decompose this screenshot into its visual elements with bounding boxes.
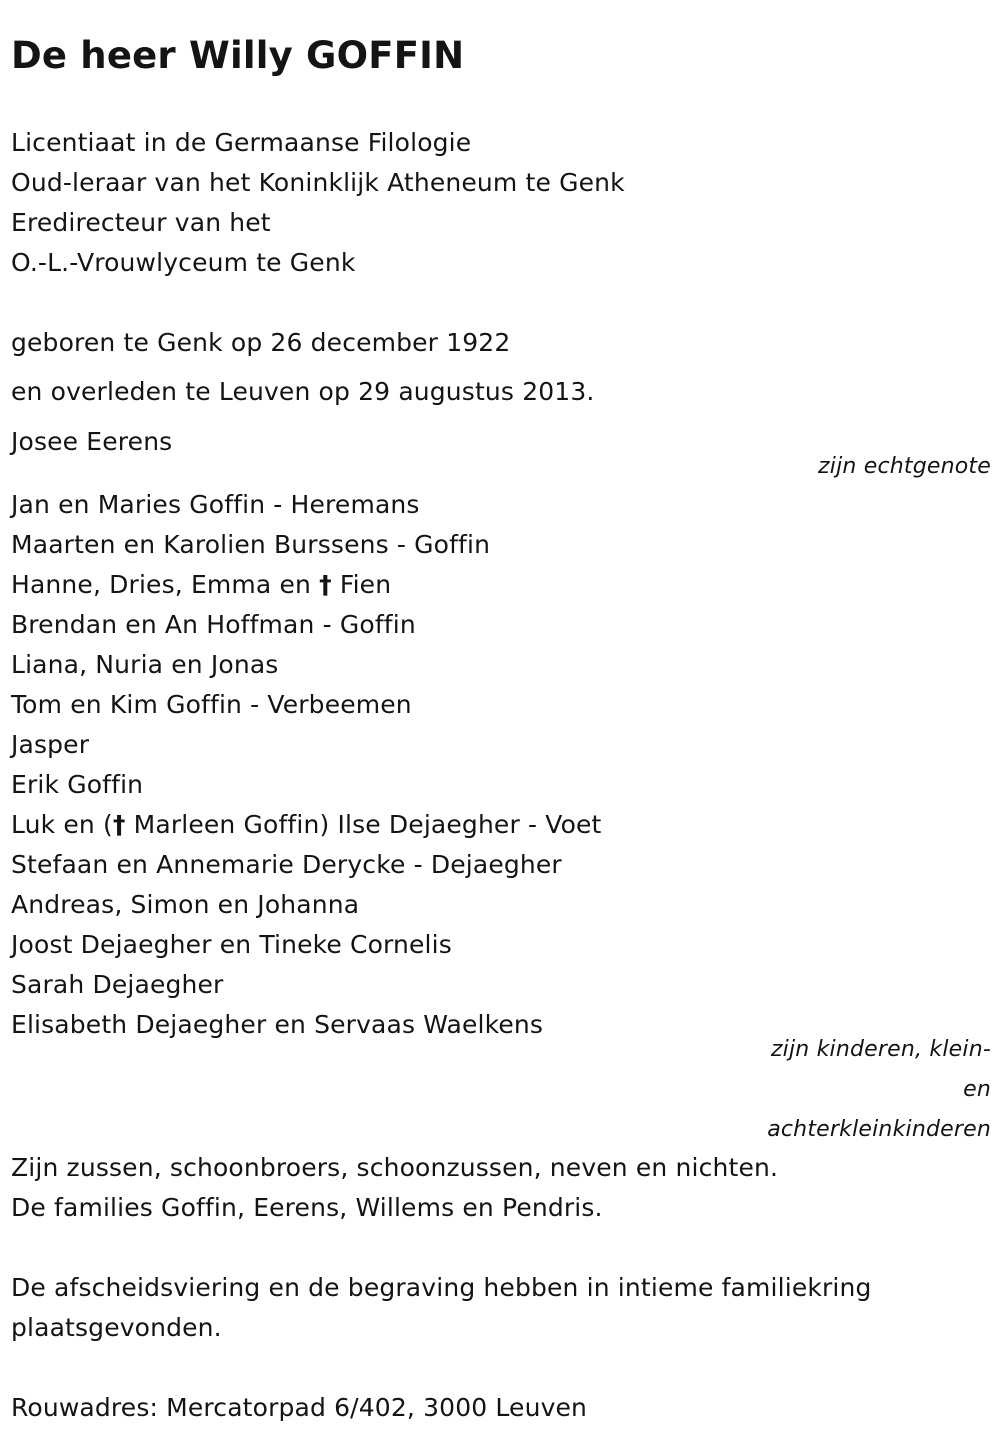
family-role-line: en [963, 1077, 991, 1102]
title-line-honorary-director: Eredirecteur van het [11, 208, 271, 237]
family-role-line: achterkleinkinderen [767, 1117, 991, 1142]
mourning-address: Rouwadres: Mercatorpad 6/402, 3000 Leuven [11, 1393, 588, 1422]
family-line-text: Hanne, Dries, Emma en [11, 570, 320, 599]
family-line: Sarah Dejaegher [11, 970, 224, 999]
spouse-name: Josee Eerens [11, 427, 173, 456]
family-line: Jan en Maries Goffin - Heremans [11, 490, 420, 519]
family-line: Brendan en An Hoffman - Goffin [11, 610, 416, 639]
relatives-line: Zijn zussen, schoonbroers, schoonzussen, neven en nichten. [11, 1153, 779, 1182]
family-role-line: zijn kinderen, klein- [770, 1037, 991, 1062]
family-line: Maarten en Karolien Burssens - Goffin [11, 530, 491, 559]
family-line-text: Fien [331, 570, 392, 599]
ceremony-line: plaatsgevonden. [11, 1313, 222, 1342]
family-line-text: Luk en ( [11, 810, 113, 839]
family-line: Elisabeth Dejaegher en Servaas Waelkens [11, 1010, 544, 1039]
family-line: Tom en Kim Goffin - Verbeemen [11, 690, 412, 719]
deceased-name-heading: De heer Willy GOFFIN [11, 34, 465, 77]
family-line: Joost Dejaegher en Tineke Cornelis [11, 930, 452, 959]
cross-icon: † [112, 810, 126, 839]
cross-icon: † [319, 570, 332, 599]
family-line: Andreas, Simon en Johanna [11, 890, 360, 919]
title-line-degree: Licentiaat in de Germaanse Filologie [11, 128, 472, 157]
title-line-former-teacher: Oud-leraar van het Koninklijk Atheneum te Genk [11, 168, 625, 197]
death-line: en overleden te Leuven op 29 augustus 2013. [11, 377, 595, 406]
title-line-school: O.-L.-Vrouwlyceum te Genk [11, 248, 356, 277]
family-line: Liana, Nuria en Jonas [11, 650, 279, 679]
family-line: Jasper [11, 730, 90, 759]
family-line: Erik Goffin [11, 770, 144, 799]
relatives-line: De families Goffin, Eerens, Willems en Pendris. [11, 1193, 603, 1222]
family-line-text: Marleen Goffin) Ilse Dejaegher - Voet [125, 810, 602, 839]
spouse-role: zijn echtgenote [818, 454, 991, 479]
family-line: Stefaan en Annemarie Derycke - Dejaegher [11, 850, 562, 879]
ceremony-line: De afscheidsviering en de begraving hebben in intieme familiekring [11, 1273, 872, 1302]
family-line [11, 805, 602, 845]
birth-line: geboren te Genk op 26 december 1922 [11, 328, 511, 357]
family-line [11, 565, 391, 605]
